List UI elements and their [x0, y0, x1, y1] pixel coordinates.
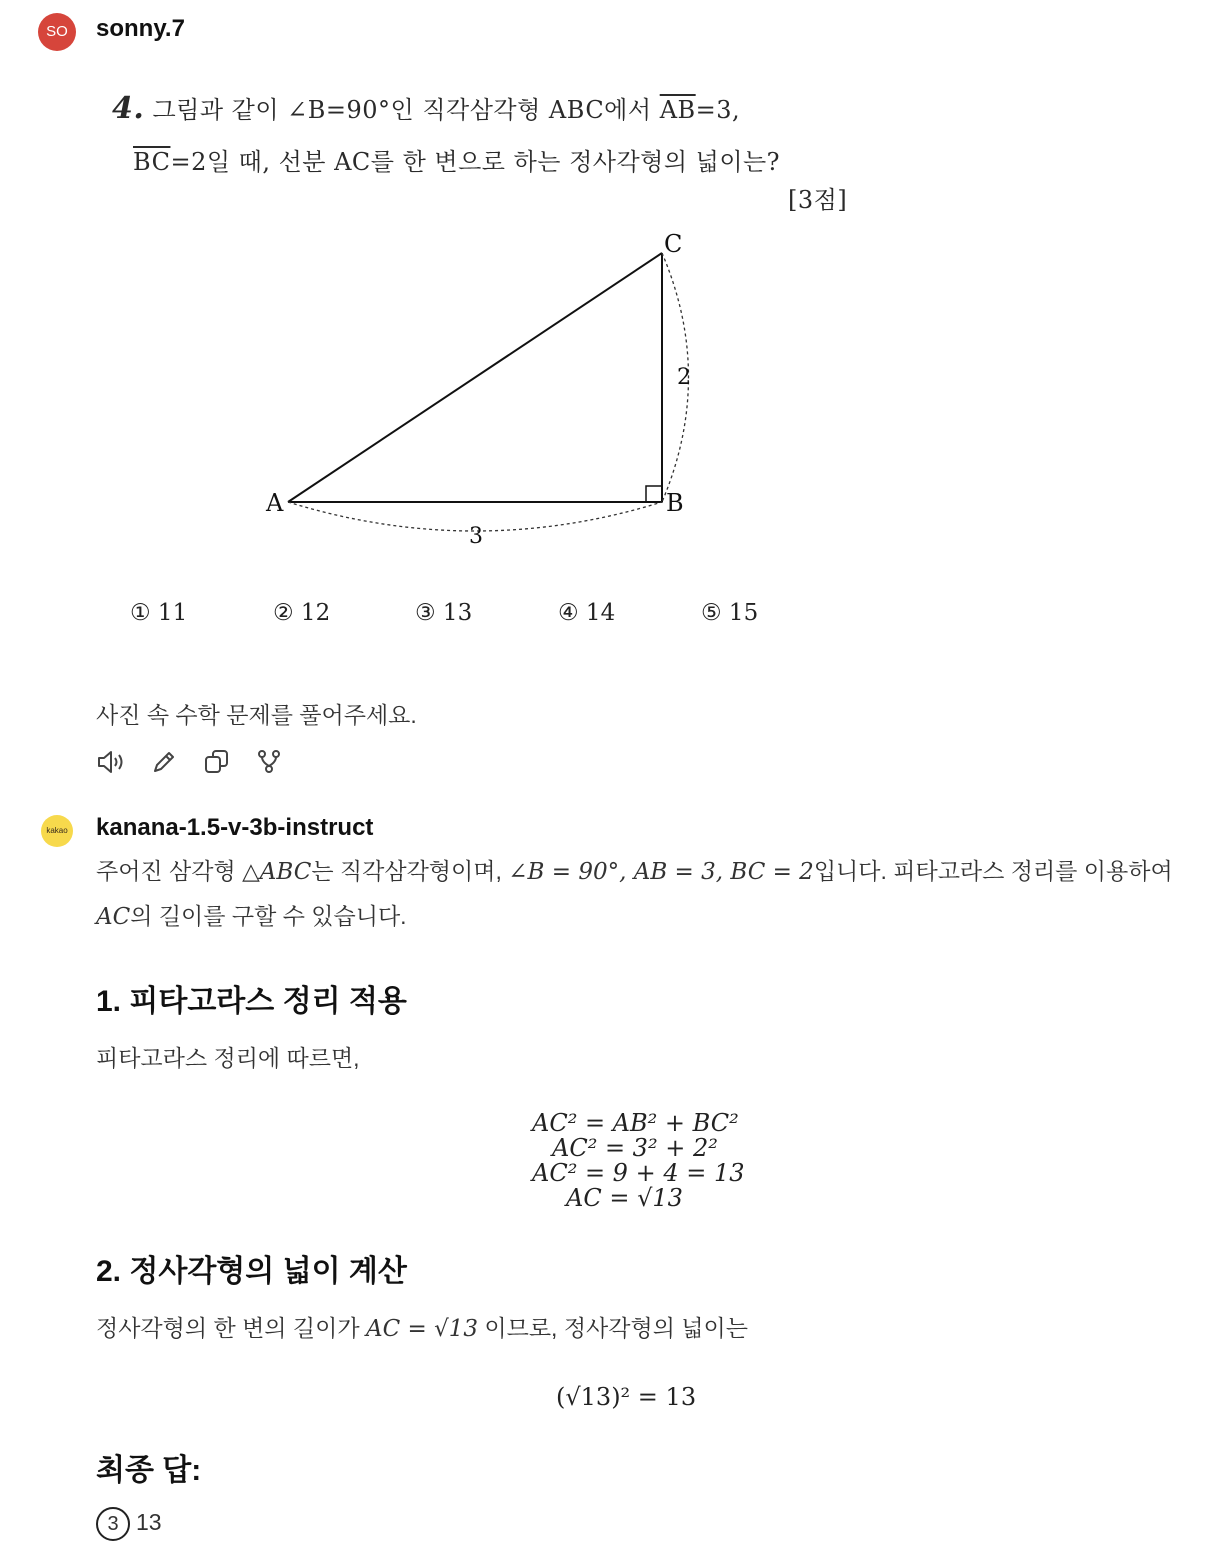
answer-value: 13 [136, 1509, 162, 1535]
assistant-avatar: kakao [41, 815, 73, 847]
question-text-1a: 그림과 같이 ∠B=90°인 직각삼각형 ABC에서 [152, 96, 652, 124]
label-b: B [666, 489, 684, 517]
intro-givens: ∠B = 90°, AB = 3, BC = 2 [508, 859, 814, 885]
user-prompt: 사진 속 수학 문제를 풀어주세요. [96, 702, 417, 728]
question-line-2 [133, 142, 780, 177]
question-text-2: =2일 때, 선분 AC를 한 변으로 하는 정사각형의 넓이는? [170, 148, 781, 176]
final-answer [96, 1507, 162, 1541]
area-text-b: 이므로, 정사각형의 넓이는 [478, 1315, 748, 1341]
branch-icon[interactable] [255, 748, 283, 781]
segment-ab: $\overline{AB}$ [659, 96, 696, 124]
area-equation: (√13)² = 13 [556, 1383, 697, 1411]
choice-5: ⑤ 15 [701, 600, 759, 626]
question-text-1b: =3, [695, 96, 741, 124]
equation-3: AC² = 9 + 4 = 13 [532, 1159, 745, 1187]
intro-ac: AC [96, 904, 131, 930]
message-actions [96, 748, 303, 781]
square-area-text [96, 1310, 748, 1343]
equation-2: AC² = 3² + 2² [552, 1134, 718, 1162]
question-number: 4. [112, 91, 145, 126]
label-ab-length: 3 [469, 524, 483, 549]
question-line-1 [112, 90, 740, 126]
intro-triangle: △ABC [242, 859, 312, 885]
choice-1: ① 11 [130, 600, 188, 626]
intro-line-1 [96, 853, 1173, 886]
intro-text-b: 는 직각삼각형이며, [311, 858, 509, 884]
triangle-figure [250, 225, 710, 555]
intro-text-2: 의 길이를 구할 수 있습니다. [130, 903, 407, 929]
user-avatar: SO [38, 13, 76, 51]
heading-final-answer: 최종 답: [96, 1454, 202, 1487]
answer-circle: 3 [96, 1507, 130, 1541]
assistant-model-name: kanana-1.5-v-3b-instruct [96, 814, 374, 841]
choice-4: ④ 14 [558, 600, 616, 626]
intro-text-a: 주어진 삼각형 [96, 858, 243, 884]
area-text-a: 정사각형의 한 변의 길이가 [96, 1315, 366, 1341]
label-a: A [266, 489, 284, 517]
choice-3: ③ 13 [415, 600, 473, 626]
heading-square-area: 2. 정사각형의 넓이 계산 [96, 1255, 407, 1288]
user-name: sonny.7 [96, 15, 185, 42]
intro-line-2 [96, 898, 407, 931]
side-ac [288, 253, 662, 502]
equation-1: AC² = AB² + BC² [532, 1109, 739, 1137]
label-bc-length: 2 [677, 365, 691, 390]
question-points: [3점] [788, 186, 848, 214]
pythagorean-intro: 피타고라스 정리에 따르면, [96, 1045, 360, 1071]
heading-pythagorean: 1. 피타고라스 정리 적용 [96, 985, 407, 1018]
pencil-icon[interactable] [150, 748, 178, 781]
label-c: C [664, 230, 683, 258]
speaker-icon[interactable] [96, 748, 126, 781]
question-block [112, 90, 740, 126]
segment-bc: $\overline{BC}$ [133, 148, 171, 176]
copy-icon[interactable] [203, 748, 231, 781]
choice-2: ② 12 [273, 600, 331, 626]
equation-4: AC = √13 [566, 1184, 683, 1212]
area-side-math: AC = √13 [365, 1316, 478, 1342]
intro-text-c: 입니다. 피타고라스 정리를 이용하여 [813, 858, 1173, 884]
right-angle-mark [646, 486, 662, 502]
